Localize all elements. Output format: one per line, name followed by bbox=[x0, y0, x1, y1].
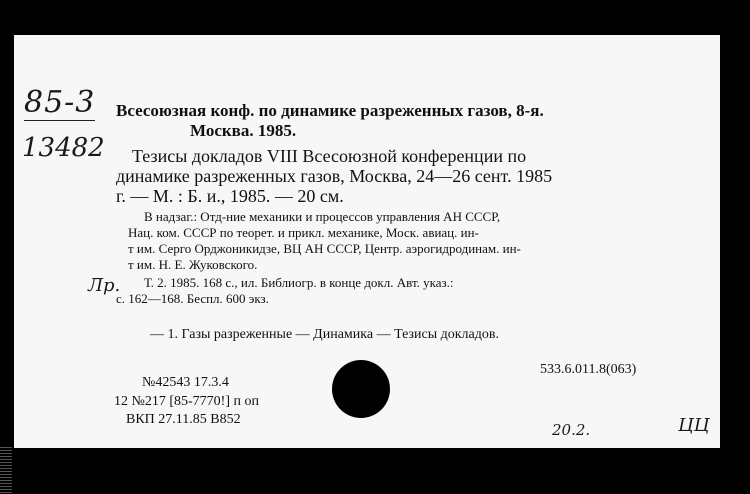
physical-line-2: с. 162—168. Беспл. 600 экз. bbox=[116, 291, 269, 306]
card-number-line-3: ВКП 27.11.85 В852 bbox=[126, 412, 241, 427]
subject-headings: — 1. Газы разреженные — Динамика — Тезисы докладов. bbox=[150, 327, 499, 342]
classification-number: 533.6.011.8(063) bbox=[540, 362, 637, 377]
physical-line-1: Т. 2. 1985. 168 с., ил. Библиогр. в конце докл. Авт. указ.: bbox=[144, 275, 454, 290]
shelf-mark: 85-3 bbox=[24, 85, 96, 120]
notes-line-1: В надзаг.: Отд-ние механики и процессов управления АН СССР, bbox=[144, 209, 501, 224]
title-line-2: динамике разреженных газов, Москва, 24—26 сент. 1985 bbox=[116, 166, 553, 186]
heading-line-1: Всесоюзная конф. по динамике разреженных газов, 8-я. bbox=[116, 101, 544, 120]
handwritten-date-note: 20.2. bbox=[552, 421, 591, 439]
card-number-line-2: 12 №217 [85-7770!] п оп bbox=[114, 394, 259, 409]
scan-edge bbox=[0, 445, 12, 494]
notes-line-3: т им. Серго Орджоникидзе, ВЦ АН СССР, Центр. аэрогидродинам. ин- bbox=[128, 241, 521, 256]
ink-blot bbox=[332, 360, 390, 418]
catalog-card bbox=[14, 35, 720, 448]
notes-line-2: Нац. ком. СССР по теорет. и прикл. механике, Моск. авиац. ин- bbox=[128, 225, 479, 240]
title-line-3: г. — М. : Б. и., 1985. — 20 см. bbox=[116, 186, 344, 206]
heading-line-2: Москва. 1985. bbox=[190, 121, 297, 140]
notes-line-4: т им. Н. Е. Жуковского. bbox=[128, 257, 258, 272]
handwritten-corner-mark: ЦЦ bbox=[678, 415, 710, 436]
card-number-line-1: №42543 17.3.4 bbox=[142, 375, 229, 390]
handwritten-initials: Лр. bbox=[88, 275, 121, 296]
title-line-1: Тезисы докладов VIII Всесоюзной конференции по bbox=[132, 146, 527, 166]
card-number-handwritten: 13482 bbox=[22, 133, 105, 163]
